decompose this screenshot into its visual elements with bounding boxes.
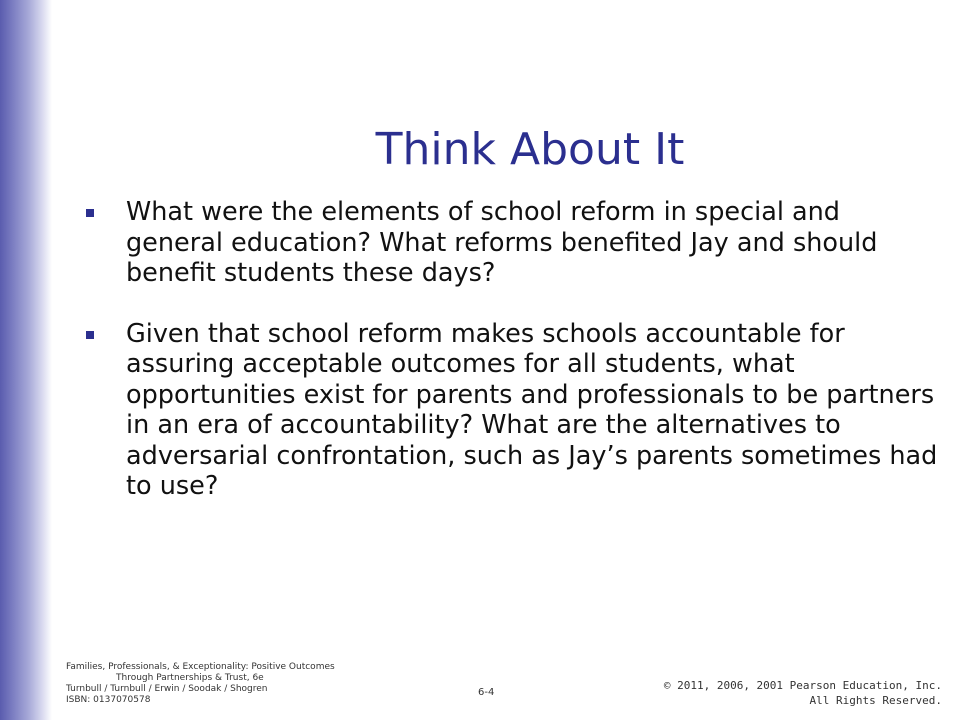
decorative-side-bar [0, 0, 52, 720]
bullet-item [78, 197, 940, 289]
square-bullet-icon [86, 209, 94, 217]
bullet-list [78, 197, 940, 532]
book-authors: Turnbull / Turnbull / Erwin / Soodak / Shogren [66, 684, 268, 694]
book-citation [66, 662, 366, 706]
bullet-text: Given that school reform makes schools accountable for assuring acceptable outcomes for all students, what opportunities exist for parents and professionals to be partners in an era of accountability? What are the alternatives to adversarial confrontation, such as Jay’s parents sometimes had to use? [126, 318, 938, 501]
copyright-line-2: All Rights Reserved. [809, 694, 942, 707]
slide-title: Think About It [375, 124, 685, 175]
book-title-line-1: Families, Professionals, & Exceptionality: Positive Outcomes [66, 662, 335, 672]
book-title-line-2: Through Partnerships & Trust, 6e [116, 673, 264, 683]
page-number: 6-4 [478, 687, 495, 698]
bullet-item [78, 319, 940, 502]
copyright-line-1: © 2011, 2006, 2001 Pearson Education, Inc. [663, 679, 942, 692]
square-bullet-icon [86, 331, 94, 339]
bullet-text: What were the elements of school reform in special and general education? What reforms benefited Jay and should benefit students these days? [126, 197, 878, 288]
copyright-notice [622, 678, 942, 708]
book-isbn: ISBN: 0137070578 [66, 695, 151, 705]
